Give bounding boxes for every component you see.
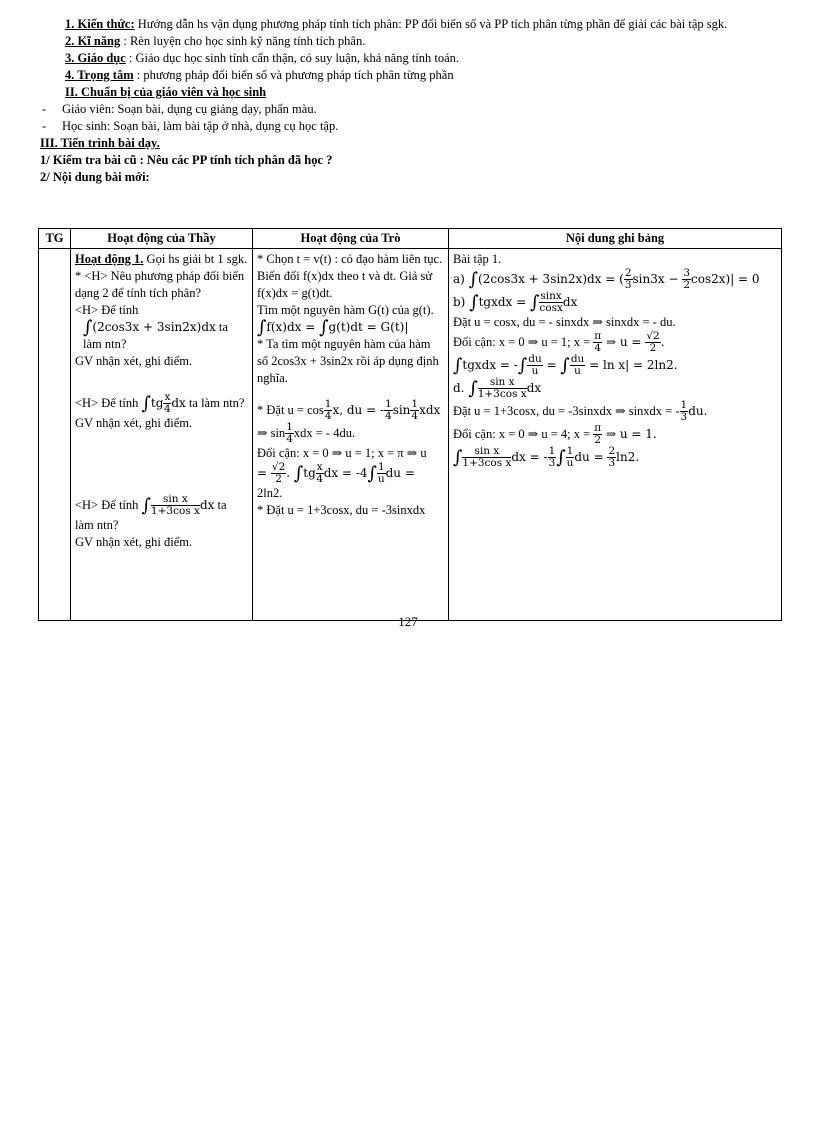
new-lesson-title: 2/ Nội dung bài mới:	[40, 170, 150, 184]
board-result-d: ∫ $\frac{\text{sin x}}{\text{1+3cos x}}$ dx = - $\frac{1}{3}$ ∫ $\frac{1}{u}$ du = $\frac{2}{3}$ ln2.	[453, 445, 640, 469]
teacher-cell	[71, 249, 253, 621]
prep-student: - Học sinh: Soạn bài, làm bài tập ở nhà, dụng cụ học tập.	[42, 119, 339, 133]
board-title: Bài tập 1.	[453, 252, 502, 266]
activity-1: Hoạt động 1. Gọi hs giải bt 1 sgk.	[75, 252, 248, 266]
board-sub-2: Đặt u = 1+3cosx, du = -3sinxdx ⇒ sinxdx = - $\frac{1}{3}$ du.	[453, 399, 708, 423]
lesson-table	[38, 228, 782, 621]
student-formula-1: ∫f(x)dx = ∫g(t)dt = G(t)|	[257, 317, 409, 338]
question-2-lead: <H> Để tính	[75, 303, 139, 317]
student-step-9: * Đặt u = 1+3cosx, du = -3sinxdx	[257, 503, 426, 517]
section-2-title: II. Chuẩn bị của giáo viên và học sinh	[65, 85, 267, 99]
board-part-b: b) ∫tgxdx = ∫ $\frac{\sin x}{\cos x}$ dx	[453, 290, 578, 314]
student-step-1: * Chọn t = v(t) : có đạo hàm liên tục.	[257, 252, 443, 266]
grade-1: GV nhận xét, ghi điểm.	[75, 354, 193, 368]
prep-teacher: - Giáo viên: Soạn bài, dụng cụ giảng dạy, phấn màu.	[42, 102, 317, 116]
objective-focus: 4. Trọng tâm : phương pháp đổi biến số và phương pháp tích phân từng phần	[65, 68, 454, 82]
student-step-6: ⇒ sin $\frac{1}{4}$ xdx = - 4du.	[257, 421, 356, 445]
student-cell	[253, 249, 449, 621]
question-1: * <H> Nêu phương pháp đổi biến dạng 2 để tính tích phân?	[75, 269, 245, 300]
student-step-5: * Đặt u = cos $\frac{1}{4}$ x, du = - $\frac{1}{4}$ sin $\frac{1}{4}$ xdx	[257, 398, 441, 422]
board-cell	[449, 249, 782, 621]
student-step-4: * Ta tìm một nguyên hàm của hàm số 2cos3x + 3sin2x rồi áp dụng định nghĩa.	[257, 337, 439, 385]
col-header-teacher: Hoạt động của Thầy	[71, 229, 253, 249]
objective-knowledge: 1. Kiến thức: Hướng dẫn hs vận dụng phương pháp tính tích phân: PP đổi biến số và PP tích phân từng phần để giải các bài tập sgk.	[65, 17, 728, 31]
question-4: <H> Để tính ∫ $\frac{\text{sin x}}{\text{1+3cos x}}$ dx ta làm ntn?	[75, 493, 227, 532]
grade-2: GV nhận xét, ghi điểm.	[75, 416, 193, 430]
board-bounds-2: Đổi cận: x = 0 ⇒ u = 4; x = $\frac{\pi}{2}$ ⇒ u = 1.	[453, 422, 657, 446]
board-result-b: ∫tgxdx = -∫ $\frac{du}{u}$ = ∫ $\frac{du}{u}$ = ln x| = 2ln2.	[453, 353, 678, 377]
student-step-2: Biến đổi f(x)dx theo t và dt. Giả sử f(x)dx = g(t)dt.	[257, 269, 433, 300]
integral-2: ∫(2cos3x + 3sin2x)dx ta làm ntn?	[83, 317, 228, 351]
objective-skill: 2. Kĩ năng : Rèn luyện cho học sinh kỹ năng tính tích phân.	[65, 34, 366, 48]
student-step-8: 2ln2.	[257, 486, 283, 500]
section-3-title: III. Tiến trình bài dạy.	[40, 136, 160, 150]
page-number: 127	[398, 614, 418, 629]
old-lesson-check: 1/ Kiểm tra bài cũ : Nêu các PP tính tích phân đã học ?	[40, 153, 333, 167]
col-header-board: Nội dung ghi bảng	[449, 229, 782, 249]
grade-3: GV nhận xét, ghi điểm.	[75, 535, 193, 549]
student-formula-2: = $\frac{√2}{2}$ . ∫tg $\frac{x}{4}$ dx = -4∫ $\frac{1}{u}$ du =	[257, 461, 415, 485]
student-step-7: Đổi cận: x = 0 ⇒ u = 1; x = π ⇒ u	[257, 446, 427, 460]
col-header-time: TG	[39, 229, 71, 249]
board-part-d: d. ∫ $\frac{\text{sin x}}{\text{1+3cos x}}$ dx	[453, 376, 542, 400]
board-bounds-1: Đổi cận: x = 0 ⇒ u = 1; x = $\frac{\pi}{4}$ ⇒ u = $\frac{√2}{2}$ .	[453, 330, 665, 354]
student-step-3: Tìm một nguyên hàm G(t) của g(t).	[257, 303, 434, 317]
board-sub-1: Đặt u = cosx, du = - sinxdx ⇒ sinxdx = - du.	[453, 315, 676, 329]
lesson-header	[40, 16, 800, 186]
objective-education: 3. Giáo dục : Giáo dục học sinh tính cẩn thận, có suy luận, khả năng tính toán.	[65, 51, 460, 65]
question-3: <H> Để tính ∫tg $\frac{x}{4}$ dx ta làm ntn?	[75, 391, 245, 415]
time-cell	[39, 249, 71, 621]
col-header-student: Hoạt động của Trò	[253, 229, 449, 249]
board-part-a: a) ∫(2cos3x + 3sin2x)dx = ( $\frac{2}{3}$ sin3x − $\frac{3}{2}$ cos2x)| = 0	[453, 267, 760, 291]
